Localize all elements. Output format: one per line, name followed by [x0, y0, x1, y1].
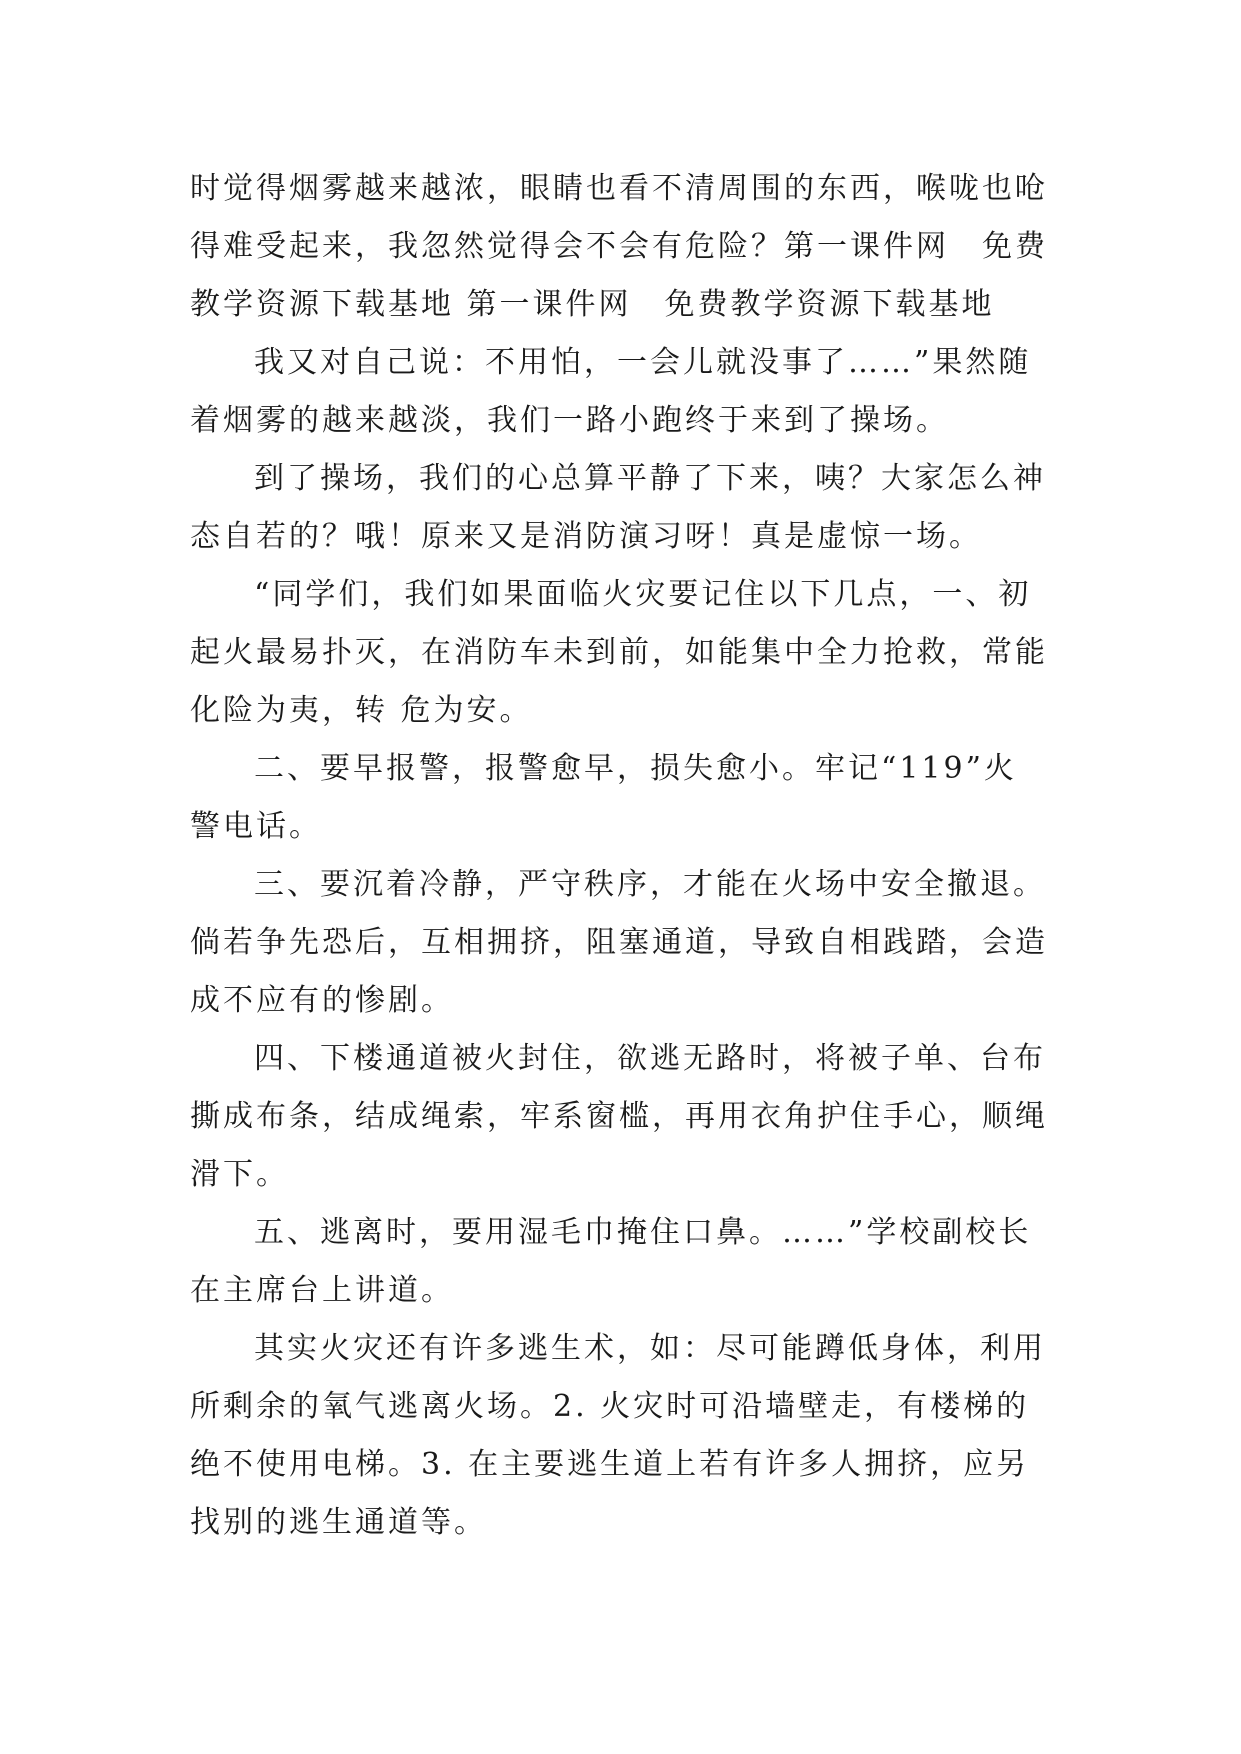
paragraph-6 — [190, 856, 1050, 1030]
text-line: 在主席台上讲道。 — [190, 1273, 454, 1308]
text-line: 滑下。 — [190, 1157, 289, 1192]
text-line: 三、要沉着冷静，严守秩序，才能在火场中安全撤退。 — [254, 867, 1046, 902]
text-line: 警电话。 — [190, 809, 322, 844]
paragraph-4 — [190, 566, 1050, 740]
text-line: 倘若争先恐后，互相拥挤，阻塞通道，导致自相践踏，会造 — [190, 925, 1048, 960]
paragraph-9 — [190, 1320, 1050, 1552]
text-line: 五、逃离时，要用湿毛巾掩住口鼻。……”学校副校长 — [254, 1215, 1032, 1250]
text-line: 成不应有的惨剧。 — [190, 983, 454, 1018]
paragraph-5 — [190, 740, 1050, 856]
text-line: 二、要早报警，报警愈早，损失愈小。牢记“119”火 — [254, 751, 1017, 786]
text-line: 时觉得烟雾越来越浓，眼睛也看不清周围的东西，喉咙也呛 — [190, 171, 1048, 206]
text-line: 教学资源下载基地 第一课件网 免费教学资源下载基地 — [190, 287, 995, 322]
text-line: 其实火灾还有许多逃生术，如：尽可能蹲低身体，利用 — [254, 1331, 1046, 1366]
text-line: 得难受起来，我忽然觉得会不会有危险？第一课件网 免费 — [190, 229, 1048, 264]
text-line: 所剩余的氧气逃离火场。2. 火灾时可沿墙壁走，有楼梯的 — [190, 1389, 1030, 1424]
text-line: 四、下楼通道被火封住，欲逃无路时，将被子单、台布 — [254, 1041, 1046, 1076]
text-line: 绝不使用电梯。3. 在主要逃生道上若有许多人拥挤，应另 — [190, 1447, 1030, 1482]
text-line: 找别的逃生通道等。 — [190, 1505, 487, 1540]
text-line: 起火最易扑灭，在消防车未到前，如能集中全力抢救，常能 — [190, 635, 1048, 670]
text-line: 到了操场，我们的心总算平静了下来，咦？大家怎么神 — [254, 461, 1046, 496]
document-page — [190, 160, 1050, 1552]
paragraph-8 — [190, 1204, 1050, 1320]
text-line: 撕成布条，结成绳索，牢系窗槛，再用衣角护住手心，顺绳 — [190, 1099, 1048, 1134]
paragraph-2 — [190, 334, 1050, 450]
paragraph-7 — [190, 1030, 1050, 1204]
paragraph-3 — [190, 450, 1050, 566]
paragraph-1 — [190, 160, 1050, 334]
text-line: 化险为夷，转 危为安。 — [190, 693, 533, 728]
text-line: 态自若的？哦！原来又是消防演习呀！真是虚惊一场。 — [190, 519, 982, 554]
text-line: 着烟雾的越来越淡，我们一路小跑终于来到了操场。 — [190, 403, 949, 438]
text-line: “同学们，我们如果面临火灾要记住以下几点，一、初 — [254, 577, 1032, 612]
text-line: 我又对自己说：不用怕，一会儿就没事了……”果然随 — [254, 345, 1032, 380]
